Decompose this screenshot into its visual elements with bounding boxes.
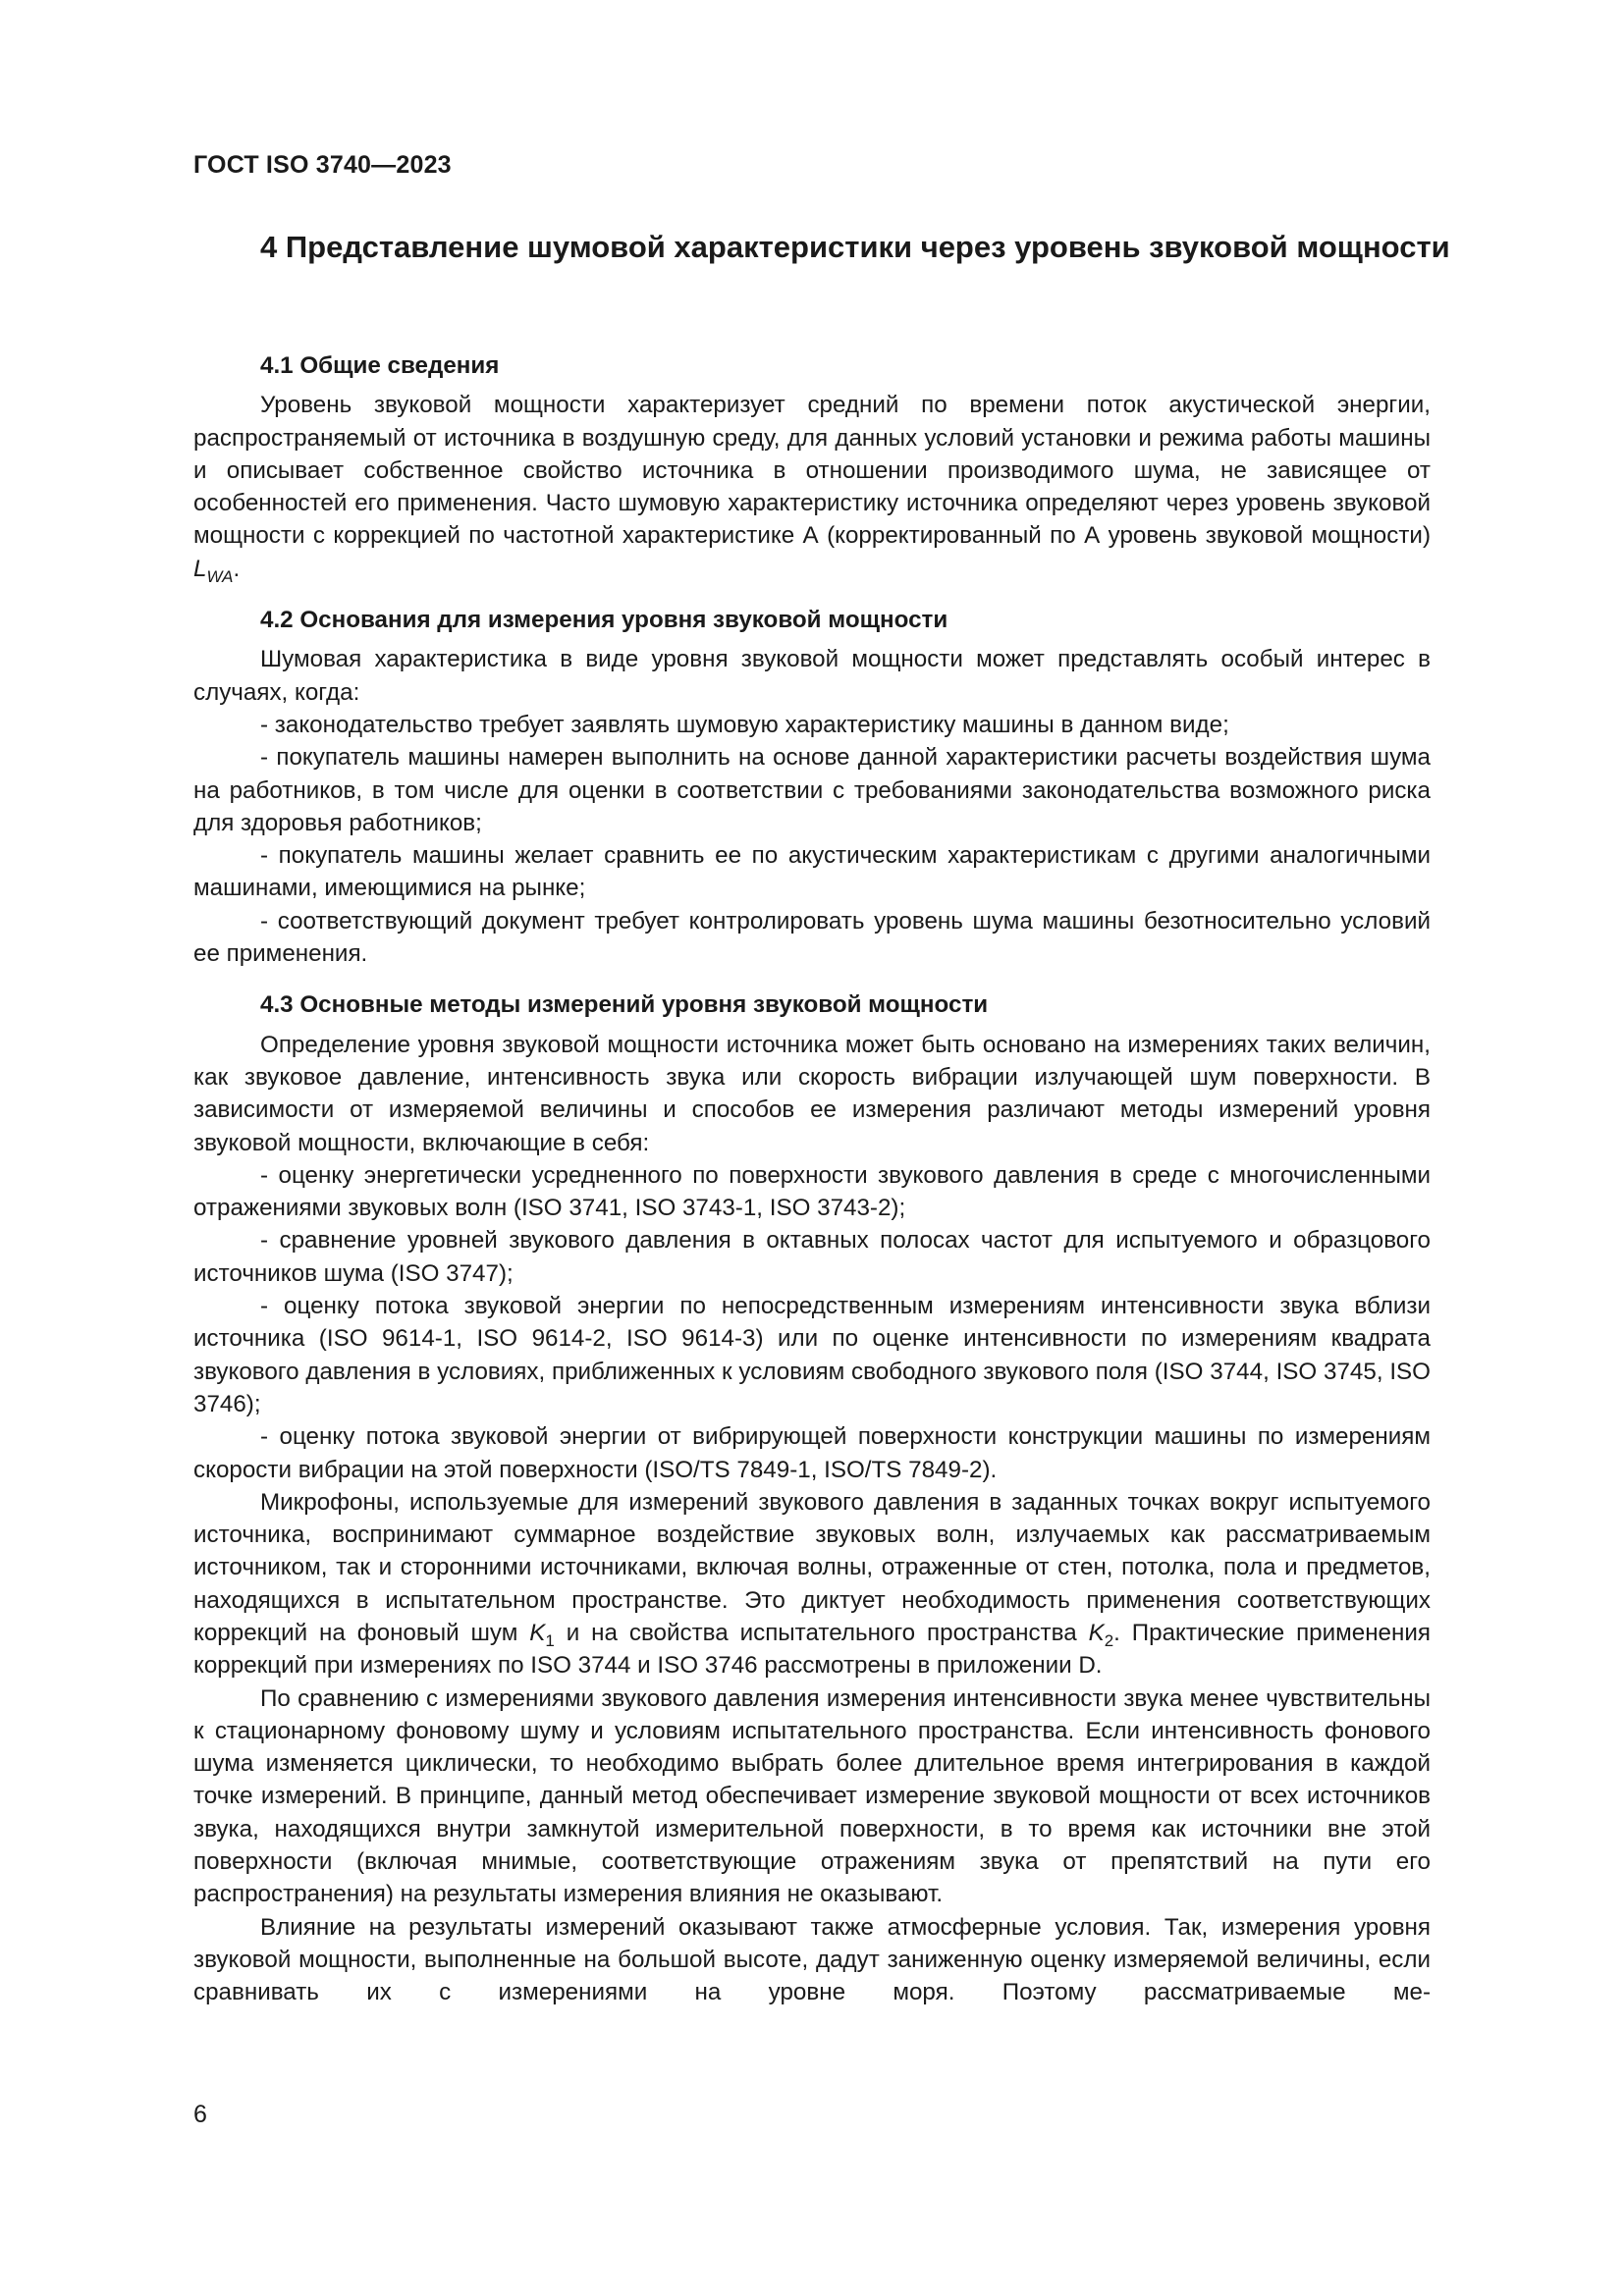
list-item: - соответствующий документ требует контролировать уровень шума машины безотносительно условий ее применения. <box>193 907 1431 968</box>
symbol-l: L <box>193 555 207 582</box>
section-4-title: 4 Представление шумовой характеристики через уровень звуковой мощности <box>260 230 1450 264</box>
subsection-4-2-intro: Шумовая характеристика в виде уровня звуковой мощности может представлять особый интерес в случаях, когда: <box>193 646 1431 706</box>
list-item: - законодательство требует заявлять шумовую характеристику машины в данном виде; <box>260 711 1229 738</box>
symbol-k1: K <box>529 1619 546 1646</box>
subsection-4-2-heading: 4.2 Основания для измерения уровня звуковой мощности <box>260 607 948 634</box>
symbol-k2-subscript: 2 <box>1104 1630 1114 1650</box>
list-item: - оценку потока звуковой энергии от вибрирующей поверхности конструкции машины по измерениям скорости вибрации на этой поверхности (ISO/TS 7849-1, ISO/TS 7849-2). <box>193 1423 1431 1483</box>
list-item: - оценку потока звуковой энергии по непосредственным измерениям интенсивности звука вблизи источника (ISO 9614-1, ISO 9614-2, ISO 9614-3) или по оценке интенсивности по измерениям квадрата звукового давления в условиях, приближенных к условиям свободного звукового поля (ISO 3744, ISO 3745, ISO 3746); <box>193 1293 1431 1417</box>
microphones-paragraph: Микрофоны, используемые для измерений звукового давления в заданных точках вокруг испытуемого источника, воспринимают суммарное воздействие звуковых волн, излучаемых как рассматриваемым источником, так и сторонними источниками, включая волны, отраженные от стен, потолка, пола и предметов, находящихся в испытательном пространстве. Это диктует необходимость применения соответствующих коррекций на фоновый шум $K_1$ и на свойства испытательного пространства $K_2$. Практические применения коррекций при измерениях по ISO 3744 и ISO 3746 рассмотрены в приложении D. <box>193 1488 1431 1680</box>
symbol-k1-subscript: 1 <box>545 1630 555 1650</box>
document-body <box>193 349 1431 2009</box>
subsection-4-3-heading: 4.3 Основные методы измерений уровня звуковой мощности <box>260 991 989 1019</box>
list-item: - покупатель машины желает сравнить ее по акустическим характеристикам с другими аналогичными машинами, имеющимися на рынке; <box>193 842 1431 902</box>
subsection-4-1-heading: 4.1 Общие сведения <box>260 352 500 379</box>
list-item: - оценку энергетически усредненного по поверхности звукового давления в среде с многочисленными отражениями звуковых волн (ISO 3741, ISO 3743-1, ISO 3743-2); <box>193 1161 1431 1222</box>
atmospheric-paragraph: Влияние на результаты измерений оказывают также атмосферные условия. Так, измерения уровня звуковой мощности, выполненные на большой высоте, дадут заниженную оценку измеряемой величины, если сравнивать их с измерениями на уровне моря. Поэтому рассматриваемые ме- <box>193 1913 1431 2006</box>
symbol-wa-subscript: WA <box>206 566 234 586</box>
list-item: - покупатель машины намерен выполнить на основе данной характеристики расчеты воздействия шума на работников, в том числе для оценки в соответствии с требованиями законодательства возможного риска для здоровья работников; <box>193 744 1431 836</box>
page-number: 6 <box>193 2101 207 2128</box>
intensity-paragraph: По сравнению с измерениями звукового давления измерения интенсивности звука менее чувствительны к стационарному фоновому шуму и условиям испытательного пространства. Если интенсивность фонового шума изменяется циклически, то необходимо выбрать более длительное время интегрирования в каждой точке измерений. В принципе, данный метод обеспечивает измерение звуковой мощности от всех источников звука, находящихся внутри замкнутой измерительной поверхности, в то время как источники вне этой поверхности (включая мнимые, соответствующие отражениям звука от препятствий на пути его распространения) на результаты измерения влияния не оказывают. <box>193 1684 1431 1908</box>
subsection-4-1-paragraph: Уровень звуковой мощности характеризует средний по времени поток акустической энергии, распространяемый от источника в воздушную среду, для данных условий установки и режима работы машины и описывает собственное свойство источника в отношении производимого шума, не зависящее от особенностей его применения. Часто шумовую характеристику источника определяют через уровень звуковой мощности с коррекцией по частотной характеристике А (корректированный по А уровень звуковой мощности) $L_{WA}$. <box>193 392 1431 586</box>
document-code-header: ГОСТ ISO 3740—2023 <box>193 151 452 179</box>
symbol-k2: K <box>1088 1619 1105 1646</box>
subsection-4-3-intro: Определение уровня звуковой мощности источника может быть основано на измерениях таких величин, как звуковое давление, интенсивность звука или скорость вибрации излучающей шум поверхности. В зависимости от измеряемой величины и способов ее измерения различают методы измерений уровня звуковой мощности, включающие в себя: <box>193 1031 1431 1156</box>
list-item: - сравнение уровней звукового давления в октавных полосах частот для испытуемого и образцового источников шума (ISO 3747); <box>193 1227 1431 1287</box>
